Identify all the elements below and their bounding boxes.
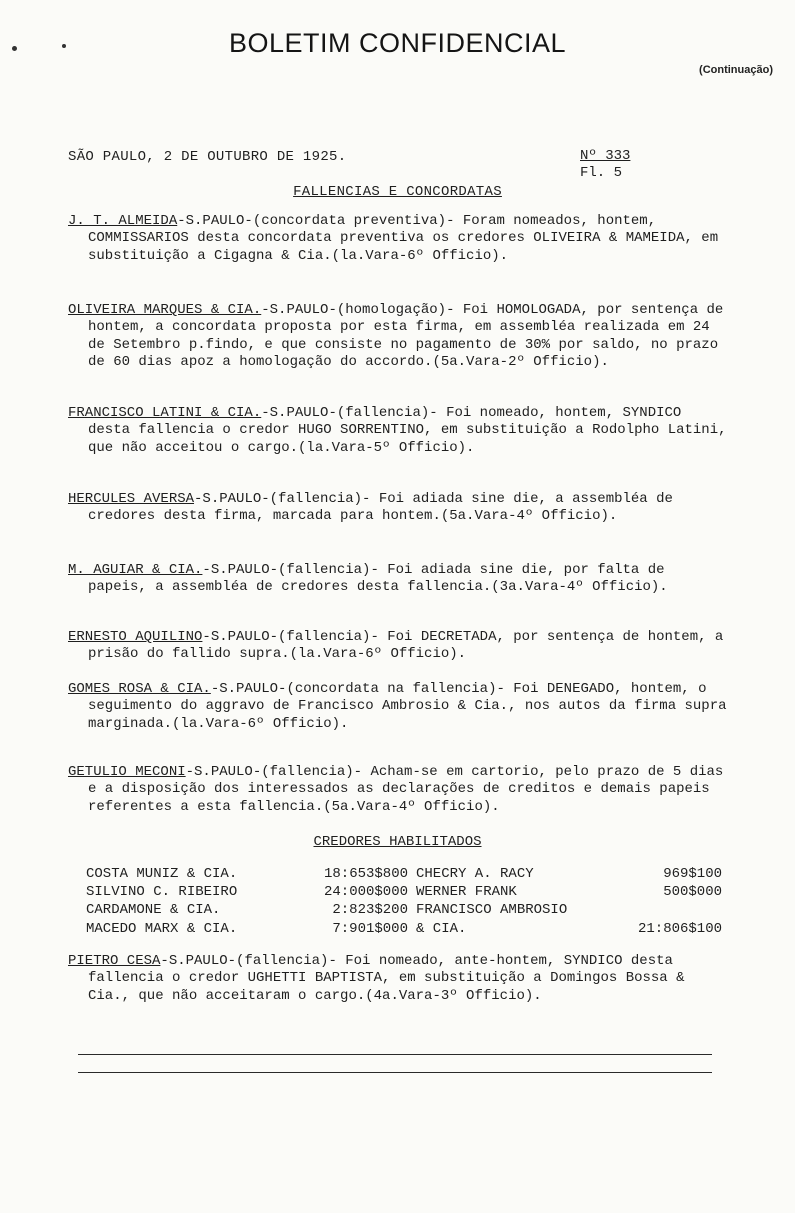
closing-rule <box>78 1054 712 1055</box>
creditor-name: WERNER FRANK <box>416 884 517 901</box>
entry-ernesto-aquilino <box>68 629 728 664</box>
sheet-number: Fl. 5 <box>580 165 623 181</box>
creditor-name: SILVINO C. RIBEIRO <box>86 884 238 901</box>
entry-m-aguiar <box>68 562 728 597</box>
entry-name: GETULIO MECONI <box>68 764 186 780</box>
creditor-name: COSTA MUNIZ & CIA. <box>86 866 238 882</box>
creditor-amount: 969$100 <box>663 866 722 882</box>
creditor-amount: 7:901$000 <box>332 920 408 937</box>
table-row <box>86 865 722 883</box>
creditor-name: FRANCISCO AMBROSIO <box>416 902 568 919</box>
entry-hercules-aversa <box>68 491 728 526</box>
creditor-name: CARDAMONE & CIA. <box>86 902 221 919</box>
table-row <box>86 883 722 901</box>
entry-text: -S.PAULO-(fallencia)- Foi adiada sine die, por falta de papeis, a assembléa de credores desta fallencia.(3a.Vara-4º Officio). <box>88 562 668 596</box>
entry-name: M. AGUIAR & CIA. <box>68 562 203 578</box>
dateline: SÃO PAULO, 2 DE OUTUBRO DE 1925. <box>68 149 347 165</box>
entry-name: GOMES ROSA & CIA. <box>68 681 211 697</box>
entry-text: -S.PAULO-(fallencia)- Foi nomeado, hontem, SYNDICO desta fallencia o credor HUGO SORRENTINO, em substituição a Rodolpho Latini, que não acceitou o cargo.(la.Vara-5º Officio). <box>88 405 727 456</box>
entry-oliveira-marques <box>68 302 728 371</box>
table-row <box>86 901 722 919</box>
entry-text: -S.PAULO-(concordata na fallencia)- Foi DENEGADO, hontem, o seguimento do aggravo de Francisco Ambrosio & Cia., nos autos da firma supra marginada.(la.Vara-6º Officio). <box>88 681 727 732</box>
continuation-label: (Continuação) <box>699 64 773 76</box>
entry-name: HERCULES AVERSA <box>68 491 195 507</box>
entry-name: ERNESTO AQUILINO <box>68 629 203 645</box>
section-title: FALLENCIAS E CONCORDATAS <box>293 184 502 200</box>
creditor-name: & CIA. <box>416 920 467 937</box>
bulletin-number <box>580 148 630 182</box>
table-row <box>86 920 722 938</box>
creditors-table <box>86 865 722 938</box>
bulletin-number-label: Nº 333 <box>580 148 631 164</box>
creditor-amount: 2:823$200 <box>332 902 408 919</box>
page-title: BOLETIM CONFIDENCIAL <box>228 28 567 58</box>
creditor-amount <box>636 901 722 919</box>
creditor-amount: 500$000 <box>663 884 722 901</box>
entry-text: -S.PAULO-(fallencia)- Acham-se em cartorio, pelo prazo de 5 dias e a disposição dos interessados as declarações de creditos e demais papeis referentes a esta fallencia.(5a.Vara-4º Officio). <box>88 764 724 815</box>
creditor-amount: 24:000$000 <box>323 884 408 901</box>
creditor-amount: 21:806$100 <box>637 920 722 937</box>
entry-pietro-cesa <box>68 953 728 1005</box>
entry-almeida <box>68 213 728 265</box>
entry-name: PIETRO CESA <box>68 953 161 969</box>
entry-text: -S.PAULO-(concordata preventiva)- Foram nomeados, hontem, COMMISSARIOS desta concordata preventiva os credores OLIVEIRA & MAMEIDA, em substituição a Cigagna & Cia.(la.Vara-6º Officio). <box>88 213 719 264</box>
creditor-name: MACEDO MARX & CIA. <box>86 920 238 937</box>
entry-gomes-rosa <box>68 681 728 733</box>
creditor-name: CHECRY A. RACY <box>416 866 534 882</box>
entry-text: -S.PAULO-(homologação)- Foi HOMOLOGADA, por sentença de hontem, a concordata proposta por esta firma, em assembléa realizada em 24 de Setembro p.findo, e que consiste no pagamento de 30% por saldo, no prazo de 60 dias apoz a homologação do accordo.(5a.Vara-2º Officio). <box>88 302 724 370</box>
entry-name: J. T. ALMEIDA <box>68 213 178 229</box>
entry-name: OLIVEIRA MARQUES & CIA. <box>68 302 262 318</box>
creditors-title: CREDORES HABILITADOS <box>313 834 482 850</box>
entry-name: FRANCISCO LATINI & CIA. <box>68 405 262 421</box>
entry-text: -S.PAULO-(fallencia)- Foi nomeado, ante-hontem, SYNDICO desta fallencia o credor UGHETTI BAPTISTA, em substituição a Domingos Bossa & Cia., que não acceitaram o cargo.(4a.Vara-3º Officio). <box>88 953 685 1004</box>
closing-rule <box>78 1072 712 1073</box>
creditor-amount: 18:653$800 <box>323 866 408 882</box>
entry-francisco-latini <box>68 405 728 457</box>
entry-getulio-meconi <box>68 764 728 816</box>
entry-text: -S.PAULO-(fallencia)- Foi DECRETADA, por sentença de hontem, a prisão do fallido supra.(la.Vara-6º Officio). <box>88 629 724 663</box>
entry-text: -S.PAULO-(fallencia)- Foi adiada sine die, a assembléa de credores desta firma, marcada para hontem.(5a.Vara-4º Officio). <box>88 491 673 525</box>
